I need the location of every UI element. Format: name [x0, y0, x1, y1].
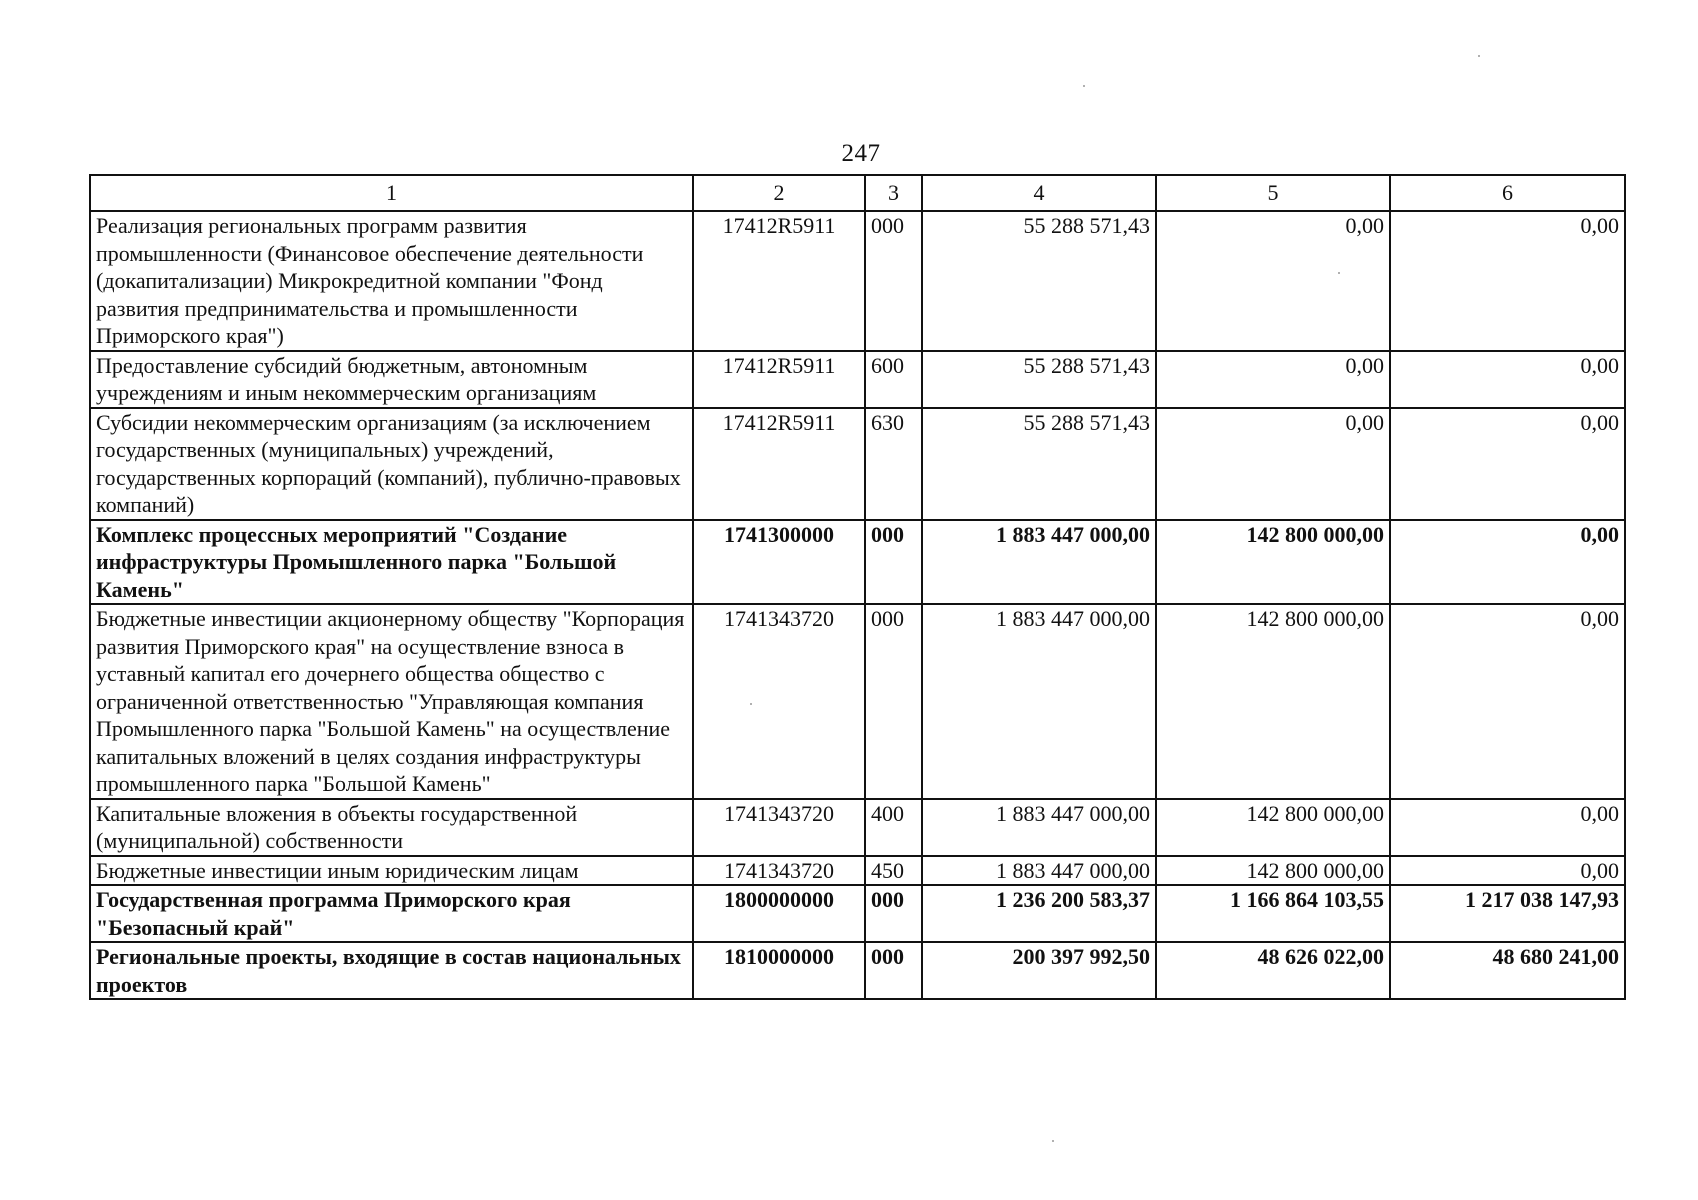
- scan-speck: [750, 703, 752, 705]
- row-description: Региональные проекты, входящие в состав национальных проектов: [90, 942, 693, 999]
- table-row: [90, 520, 1625, 605]
- row-target-code: 1741343720: [693, 604, 865, 799]
- table-row: [90, 604, 1625, 799]
- row-target-code: 17412R5911: [693, 351, 865, 408]
- row-description: Субсидии некоммерческим организациям (за исключением государственных (муниципальных) учреждений, государственных корпораций (компаний), публично-правовых компаний): [90, 408, 693, 520]
- table-row: [90, 351, 1625, 408]
- table-row: [90, 408, 1625, 520]
- scan-speck: [1338, 272, 1340, 274]
- row-amount-col4: 1 236 200 583,37: [922, 885, 1156, 942]
- row-amount-col5: 142 800 000,00: [1156, 856, 1390, 886]
- row-expense-type: 000: [865, 211, 922, 351]
- row-target-code: 1741343720: [693, 799, 865, 856]
- row-amount-col5: 0,00: [1156, 408, 1390, 520]
- row-amount-col4: 55 288 571,43: [922, 211, 1156, 351]
- table-row: [90, 942, 1625, 999]
- header-col-3: 3: [865, 175, 922, 211]
- row-amount-col5: 0,00: [1156, 351, 1390, 408]
- row-expense-type: 600: [865, 351, 922, 408]
- row-amount-col6: 48 680 241,00: [1390, 942, 1625, 999]
- row-amount-col6: 0,00: [1390, 351, 1625, 408]
- table-row: [90, 799, 1625, 856]
- row-target-code: 1810000000: [693, 942, 865, 999]
- row-target-code: 17412R5911: [693, 408, 865, 520]
- row-amount-col4: 55 288 571,43: [922, 351, 1156, 408]
- row-amount-col4: 200 397 992,50: [922, 942, 1156, 999]
- row-amount-col4: 1 883 447 000,00: [922, 604, 1156, 799]
- header-col-4: 4: [922, 175, 1156, 211]
- row-description: Бюджетные инвестиции иным юридическим лицам: [90, 856, 693, 886]
- table-row: [90, 885, 1625, 942]
- table-row: [90, 211, 1625, 351]
- row-expense-type: 450: [865, 856, 922, 886]
- row-target-code: 17412R5911: [693, 211, 865, 351]
- row-description: Бюджетные инвестиции акционерному обществу "Корпорация развития Приморского края" на осуществление взноса в уставный капитал его дочернего общества общество с ограниченной ответственностью "Управляющая компания Промышленного парка "Большой Камень" на осуществление капитальных вложений в целях создания инфраструктуры промышленного парка "Большой Камень": [90, 604, 693, 799]
- row-expense-type: 400: [865, 799, 922, 856]
- header-col-1: 1: [90, 175, 693, 211]
- row-target-code: 1800000000: [693, 885, 865, 942]
- row-amount-col5: 1 166 864 103,55: [1156, 885, 1390, 942]
- row-amount-col5: 142 800 000,00: [1156, 520, 1390, 605]
- page-number: 247: [841, 140, 881, 167]
- row-amount-col4: 1 883 447 000,00: [922, 799, 1156, 856]
- row-amount-col5: 142 800 000,00: [1156, 799, 1390, 856]
- row-amount-col6: 0,00: [1390, 799, 1625, 856]
- row-target-code: 1741343720: [693, 856, 865, 886]
- row-amount-col6: 0,00: [1390, 604, 1625, 799]
- header-row: [90, 175, 1625, 211]
- row-amount-col4: 55 288 571,43: [922, 408, 1156, 520]
- row-expense-type: 000: [865, 942, 922, 999]
- row-amount-col4: 1 883 447 000,00: [922, 856, 1156, 886]
- row-expense-type: 000: [865, 604, 922, 799]
- row-target-code: 1741300000: [693, 520, 865, 605]
- budget-table: [89, 174, 1626, 1000]
- row-amount-col5: 142 800 000,00: [1156, 604, 1390, 799]
- row-description: Государственная программа Приморского края "Безопасный край": [90, 885, 693, 942]
- row-description: Предоставление субсидий бюджетным, автономным учреждениям и иным некоммерческим организациям: [90, 351, 693, 408]
- table-row: [90, 856, 1625, 886]
- scan-speck: [1052, 1140, 1054, 1142]
- header-col-2: 2: [693, 175, 865, 211]
- row-amount-col6: 1 217 038 147,93: [1390, 885, 1625, 942]
- row-amount-col6: 0,00: [1390, 856, 1625, 886]
- row-expense-type: 000: [865, 520, 922, 605]
- scan-speck: [1478, 55, 1480, 57]
- header-col-5: 5: [1156, 175, 1390, 211]
- row-description: Реализация региональных программ развития промышленности (Финансовое обеспечение деятельности (докапитализации) Микрокредитной компании "Фонд развития предпринимательства и промышленности Приморского края"): [90, 211, 693, 351]
- row-amount-col6: 0,00: [1390, 408, 1625, 520]
- row-amount-col6: 0,00: [1390, 520, 1625, 605]
- row-expense-type: 000: [865, 885, 922, 942]
- row-description: Комплекс процессных мероприятий "Создание инфраструктуры Промышленного парка "Большой Камень": [90, 520, 693, 605]
- header-col-6: 6: [1390, 175, 1625, 211]
- row-description: Капитальные вложения в объекты государственной (муниципальной) собственности: [90, 799, 693, 856]
- row-amount-col4: 1 883 447 000,00: [922, 520, 1156, 605]
- row-amount-col5: 0,00: [1156, 211, 1390, 351]
- row-amount-col5: 48 626 022,00: [1156, 942, 1390, 999]
- row-amount-col6: 0,00: [1390, 211, 1625, 351]
- row-expense-type: 630: [865, 408, 922, 520]
- scan-speck: [1083, 85, 1085, 87]
